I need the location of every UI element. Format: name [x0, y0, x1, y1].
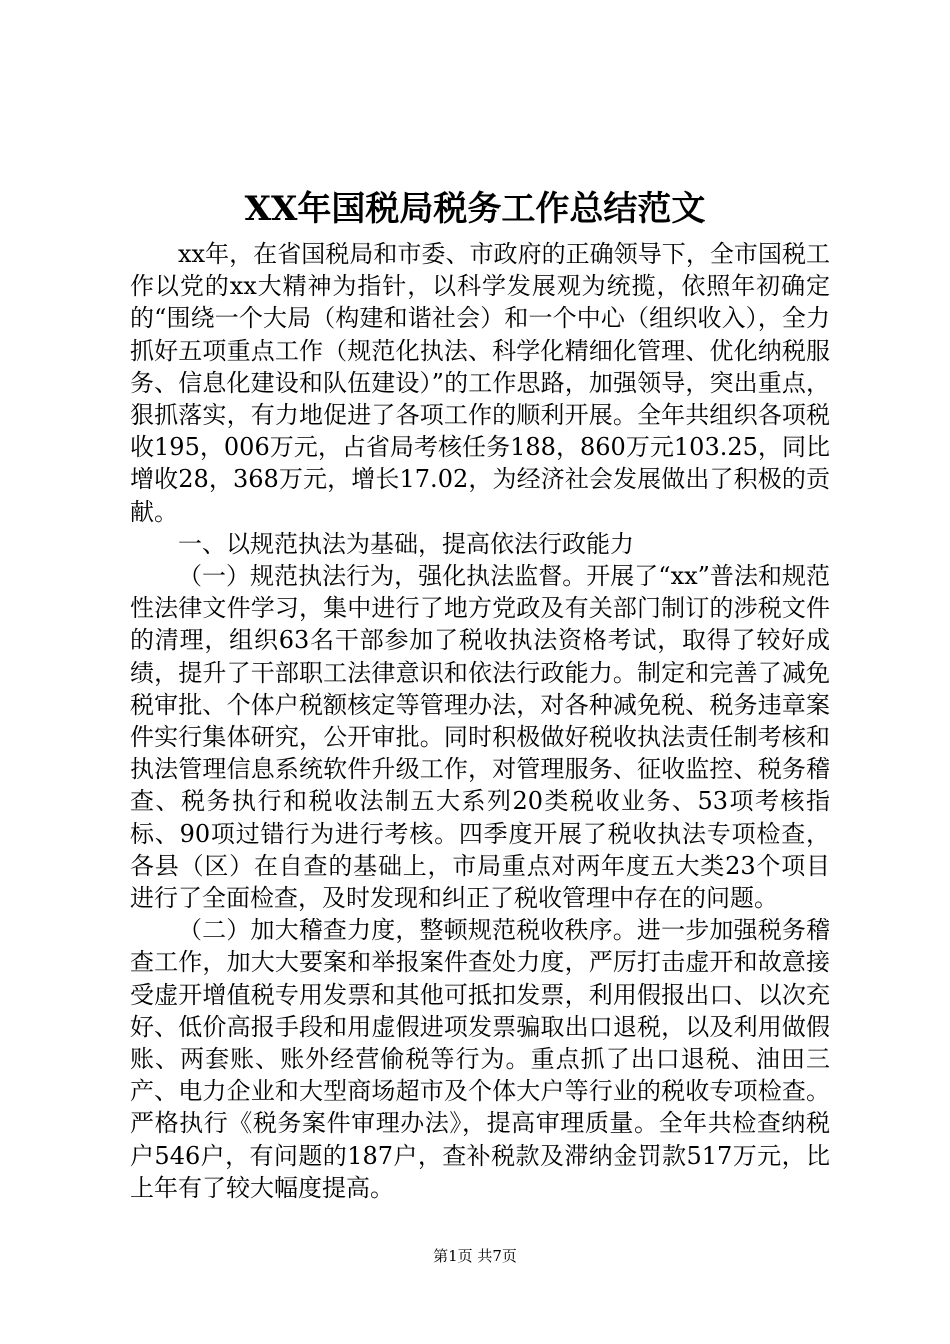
intro-paragraph: xx年，在省国税局和市委、市政府的正确领导下，全市国税工作以党的xx大精神为指针，以科学发展观为统揽，依照年初确定的“围绕一个大局（构建和谐社会）和一个中心（组织收入），全力抓好五项重点工作（规范化执法、科学化精细化管理、优化纳税服务、信息化建设和队伍建设）”的工作思路，加强领导，突出重点，狠抓落实，有力地促进了各项工作的顺利开展。全年共组织各项税收195，006万元，占省局考核任务188，860万元103.25，同比增收28，368万元，增长17.02，为经济社会发展做出了积极的贡献。 — [130, 240, 830, 526]
document-body — [130, 238, 830, 1204]
document-title: XX年国税局税务工作总结范文 — [244, 189, 706, 229]
section-heading-1: 一、以规范执法为基础，提高依法行政能力 — [178, 529, 634, 558]
page-footer: 第1页 共7页 — [433, 1247, 517, 1265]
subsection-paragraph-1: （一）规范执法行为，强化执法监督。开展了“xx”普法和规范性法律文件学习，集中进行了地方党政及有关部门制订的涉税文件的清理，组织63名干部参加了税收执法资格考试，取得了较好成绩，提升了干部职工法律意识和依法行政能力。制定和完善了减免税审批、个体户税额核定等管理办法，对各种减免税、税务违章案件实行集体研究，公开审批。同时积极做好税收执法责任制考核和执法管理信息系统软件升级工作，对管理服务、征收监控、税务稽查、税务执行和税收法制五大系列20类税收业务、53项考核指标、90项过错行为进行考核。四季度开展了税收执法专项检查，各县（区）在自查的基础上，市局重点对两年度五大类23个项目进行了全面检查，及时发现和纠正了税收管理中存在的问题。 — [130, 562, 830, 913]
subsection-paragraph-2: （二）加大稽查力度，整顿规范税收秩序。进一步加强税务稽查工作，加大大要案和举报案件查处力度，严厉打击虚开和故意接受虚开增值税专用发票和其他可抵扣发票，利用假报出口、以次充好、低价高报手段和用虚假进项发票骗取出口退税，以及利用做假账、两套账、账外经营偷税等行为。重点抓了出口退税、油田三产、电力企业和大型商场超市及个体大户等行业的税收专项检查。严格执行《税务案件审理办法》，提高审理质量。全年共检查纳税户546户，有问题的187户，查补税款及滞纳金罚款517万元，比上年有了较大幅度提高。 — [130, 916, 830, 1202]
